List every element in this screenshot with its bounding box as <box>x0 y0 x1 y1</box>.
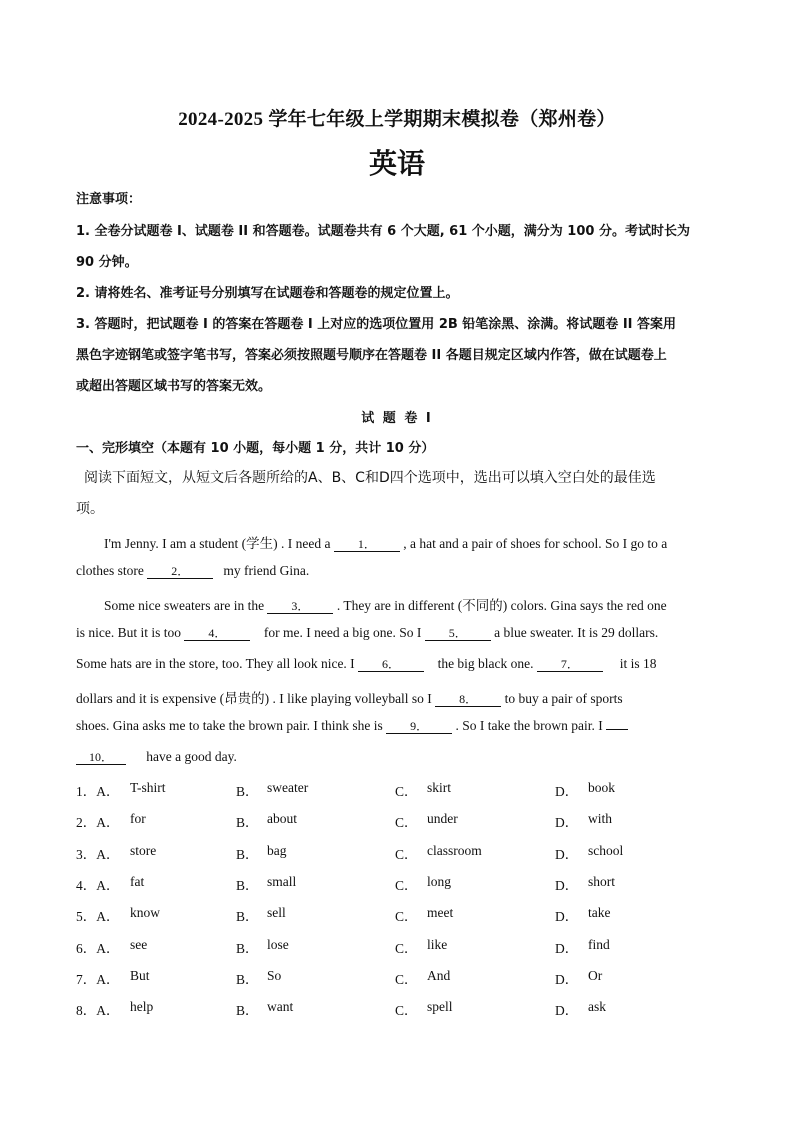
option-text: about <box>267 811 297 827</box>
option-text: with <box>588 811 613 827</box>
option-label: D． <box>555 909 579 925</box>
option-label: 5．A． <box>76 909 120 925</box>
notice-item-3-cont2: 或超出答题区域书写的答案无效。 <box>76 379 272 394</box>
option-label: B． <box>236 815 259 831</box>
option-label: C． <box>395 877 418 893</box>
option-label: 6．A． <box>76 940 120 956</box>
blank-8: 8． <box>435 692 501 707</box>
option-label: D． <box>555 940 579 956</box>
subject-title: 英语 <box>368 147 425 180</box>
option-text: sweater <box>267 780 309 795</box>
passage-line: Some hats are in the store, too. They all look nice. I 6． the big black one. 7． it is 18 <box>76 656 657 671</box>
option-text: for <box>130 811 146 827</box>
option-text: But <box>130 967 150 983</box>
option-label: C． <box>395 909 418 925</box>
option-label: B． <box>236 971 259 987</box>
exam-title: 2024-2025 学年七年级上学期期末模拟卷（郑州卷） <box>178 109 616 130</box>
blank-7: 7． <box>537 657 603 672</box>
blank-4: 4． <box>184 626 250 641</box>
option-label: C． <box>395 971 418 987</box>
option-label: D． <box>555 971 579 987</box>
option-text: meet <box>427 905 454 921</box>
notice-item-3: 3. 答题时，把试题卷 I 的答案在答题卷 I 上对应的选项位置用 2B 铅笔涂黑、涂满。将试题卷 II 答案用 <box>76 317 677 332</box>
option-text: take <box>588 905 611 921</box>
option-text: T-shirt <box>130 780 166 795</box>
part1-heading: 一、完形填空（本题有 10 小题，每小题 1 分，共计 10 分） <box>76 441 435 456</box>
option-label: B． <box>236 784 259 799</box>
option-text: lose <box>267 936 289 952</box>
option-label: D． <box>555 1003 579 1019</box>
option-text: classroom <box>427 842 482 858</box>
option-text: book <box>588 780 615 795</box>
option-label: B． <box>236 1003 259 1019</box>
option-label: 7．A． <box>76 971 120 987</box>
option-label: C． <box>395 940 418 956</box>
option-text: Or <box>588 967 603 983</box>
passage-line: Some nice sweaters are in the 3． . They are in different (不同的) colors. Gina says the red one <box>104 598 667 613</box>
option-label: D． <box>555 877 579 893</box>
option-text: ask <box>588 999 606 1015</box>
option-label: B． <box>236 846 259 862</box>
passage-line: shoes. Gina asks me to take the brown pair. I think she is 9． . So I take the brown pair. I <box>76 718 628 734</box>
option-label: B． <box>236 940 259 956</box>
option-label: C． <box>395 815 418 831</box>
option-text: know <box>130 905 160 921</box>
option-text: fat <box>130 873 145 889</box>
blank-10: 10． <box>76 750 126 765</box>
option-label: 1．A． <box>76 784 120 799</box>
option-label: 8．A． <box>76 1003 120 1019</box>
blank-2: 2． <box>147 564 213 579</box>
option-text: short <box>588 873 615 889</box>
option-label: 2．A． <box>76 815 120 831</box>
option-text: And <box>427 967 451 983</box>
option-label: D． <box>555 815 579 831</box>
option-text: long <box>427 873 452 889</box>
part1-instruction: 阅读下面短文，从短文后各题所给的A、B、C和D四个选项中，选出可以填入空白处的最佳选 <box>84 470 656 486</box>
passage-line: dollars and it is expensive (昂贵的) . I like playing volleyball so I 8． to buy a pair of sports <box>76 691 623 706</box>
blank-9: 9． <box>386 719 452 734</box>
notice-item-1-cont: 90 分钟。 <box>76 255 138 270</box>
notice-heading: 注意事项： <box>76 192 142 207</box>
option-label: D． <box>555 784 579 799</box>
blank-5: 5． <box>425 626 491 641</box>
option-text: So <box>267 967 282 983</box>
notice-item-3-cont: 黑色字迹钢笔或签字笔书写，答案必须按照题号顺序在答题卷 II 各题目规定区域内作答，做在试题卷上 <box>76 348 667 363</box>
option-text: under <box>427 811 458 827</box>
passage-line: is nice. But it is too 4． for me. I need a big one. So I 5． a blue sweater. It is 29 dollars. <box>76 625 659 640</box>
section-title: 试 题 卷 I <box>361 411 433 426</box>
option-text: school <box>588 842 624 858</box>
option-label: D． <box>555 846 579 862</box>
option-text: bag <box>267 842 287 858</box>
notice-item-1: 1. 全卷分试题卷 I、试题卷 II 和答题卷。试题卷共有 6 个大题, 61 个小题，满分为 100 分。考试时长为 <box>76 224 690 239</box>
option-text: skirt <box>427 780 452 795</box>
part1-instruction-cont: 项。 <box>76 501 104 517</box>
option-label: C． <box>395 846 418 862</box>
option-text: help <box>130 999 154 1015</box>
blank-1: 1． <box>334 537 400 552</box>
option-label: B． <box>236 909 259 925</box>
notice-item-2: 2. 请将姓名、准考证号分别填写在试题卷和答题卷的规定位置上。 <box>76 286 459 301</box>
option-text: small <box>267 873 297 889</box>
option-text: find <box>588 936 610 952</box>
option-text: see <box>130 936 148 952</box>
option-text: spell <box>427 999 453 1015</box>
option-label: B． <box>236 877 259 893</box>
blank-3: 3． <box>267 599 333 614</box>
blank-10-start <box>606 729 628 730</box>
option-label: C． <box>395 1003 418 1019</box>
option-text: store <box>130 842 157 858</box>
option-text: want <box>267 999 294 1015</box>
option-label: 3．A． <box>76 846 120 862</box>
option-text: sell <box>267 905 286 921</box>
passage-line: 10． have a good day. <box>76 749 237 765</box>
option-text: like <box>427 936 448 952</box>
option-label: 4．A． <box>76 877 120 893</box>
option-label: C． <box>395 784 418 799</box>
passage-line: I'm Jenny. I am a student (学生) . I need a 1． , a hat and a pair of shoes for school. So I go to a <box>104 536 668 551</box>
blank-6: 6． <box>358 657 424 672</box>
passage-line: clothes store 2． my friend Gina. <box>76 563 310 578</box>
